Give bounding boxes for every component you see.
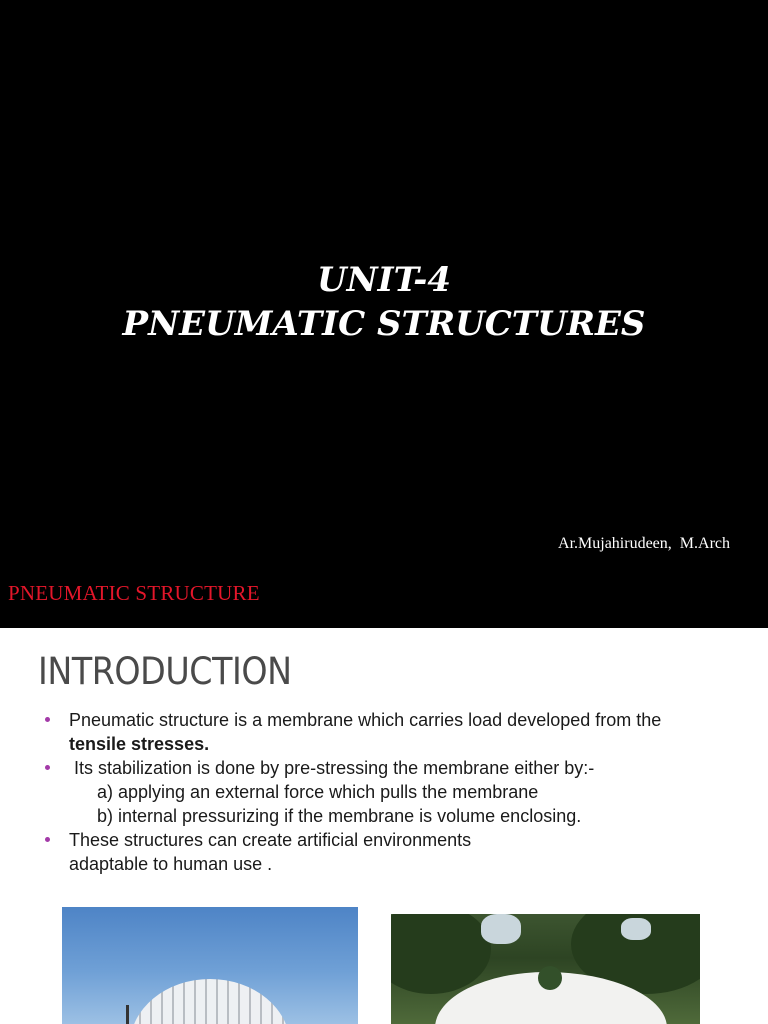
bullet-item [0, 756, 759, 780]
topic-title: PNEUMATIC STRUCTURES [122, 304, 646, 344]
footer-section-label: PNEUMATIC STRUCTURE [8, 581, 260, 605]
bullet-dot-icon [45, 837, 50, 842]
bullet-bold-text: tensile stresses. [69, 734, 210, 754]
inflated-dome-photo [62, 907, 358, 1024]
inflated-pavilion-photo [391, 914, 700, 1024]
bullet-dot-icon [45, 765, 50, 770]
bullet-list [0, 708, 768, 876]
tree-shape [391, 914, 491, 994]
sky-shape [481, 914, 521, 944]
photo-pole [126, 1005, 129, 1024]
bullet-text: adaptable to human use . [69, 854, 273, 874]
unit-title: UNIT-4 [316, 260, 452, 300]
pillow-notch-shape [538, 966, 562, 990]
bullet-dot-icon [45, 717, 50, 722]
sub-item: b) internal pressurizing if the membrane is volume enclosing. [97, 806, 582, 826]
bullet-text: These structures can create artificial environments [69, 830, 472, 850]
slide-title [0, 258, 768, 346]
bullet-text: Pneumatic structure is a membrane which carries load developed from the [69, 710, 662, 730]
sky-shape [621, 918, 651, 940]
author-credit: Ar.Mujahirudeen, M.Arch [558, 535, 730, 552]
bullet-item [0, 708, 759, 756]
bullet-item [0, 828, 759, 876]
intro-heading: INTRODUCTION [38, 650, 292, 693]
introduction-slide [0, 628, 768, 1024]
sub-item: a) applying an external force which pulls the membrane [97, 782, 539, 802]
ribbed-dome-shape [130, 979, 290, 1024]
bullet-text: Its stabilization is done by pre-stressing the membrane either by:- [69, 758, 595, 778]
